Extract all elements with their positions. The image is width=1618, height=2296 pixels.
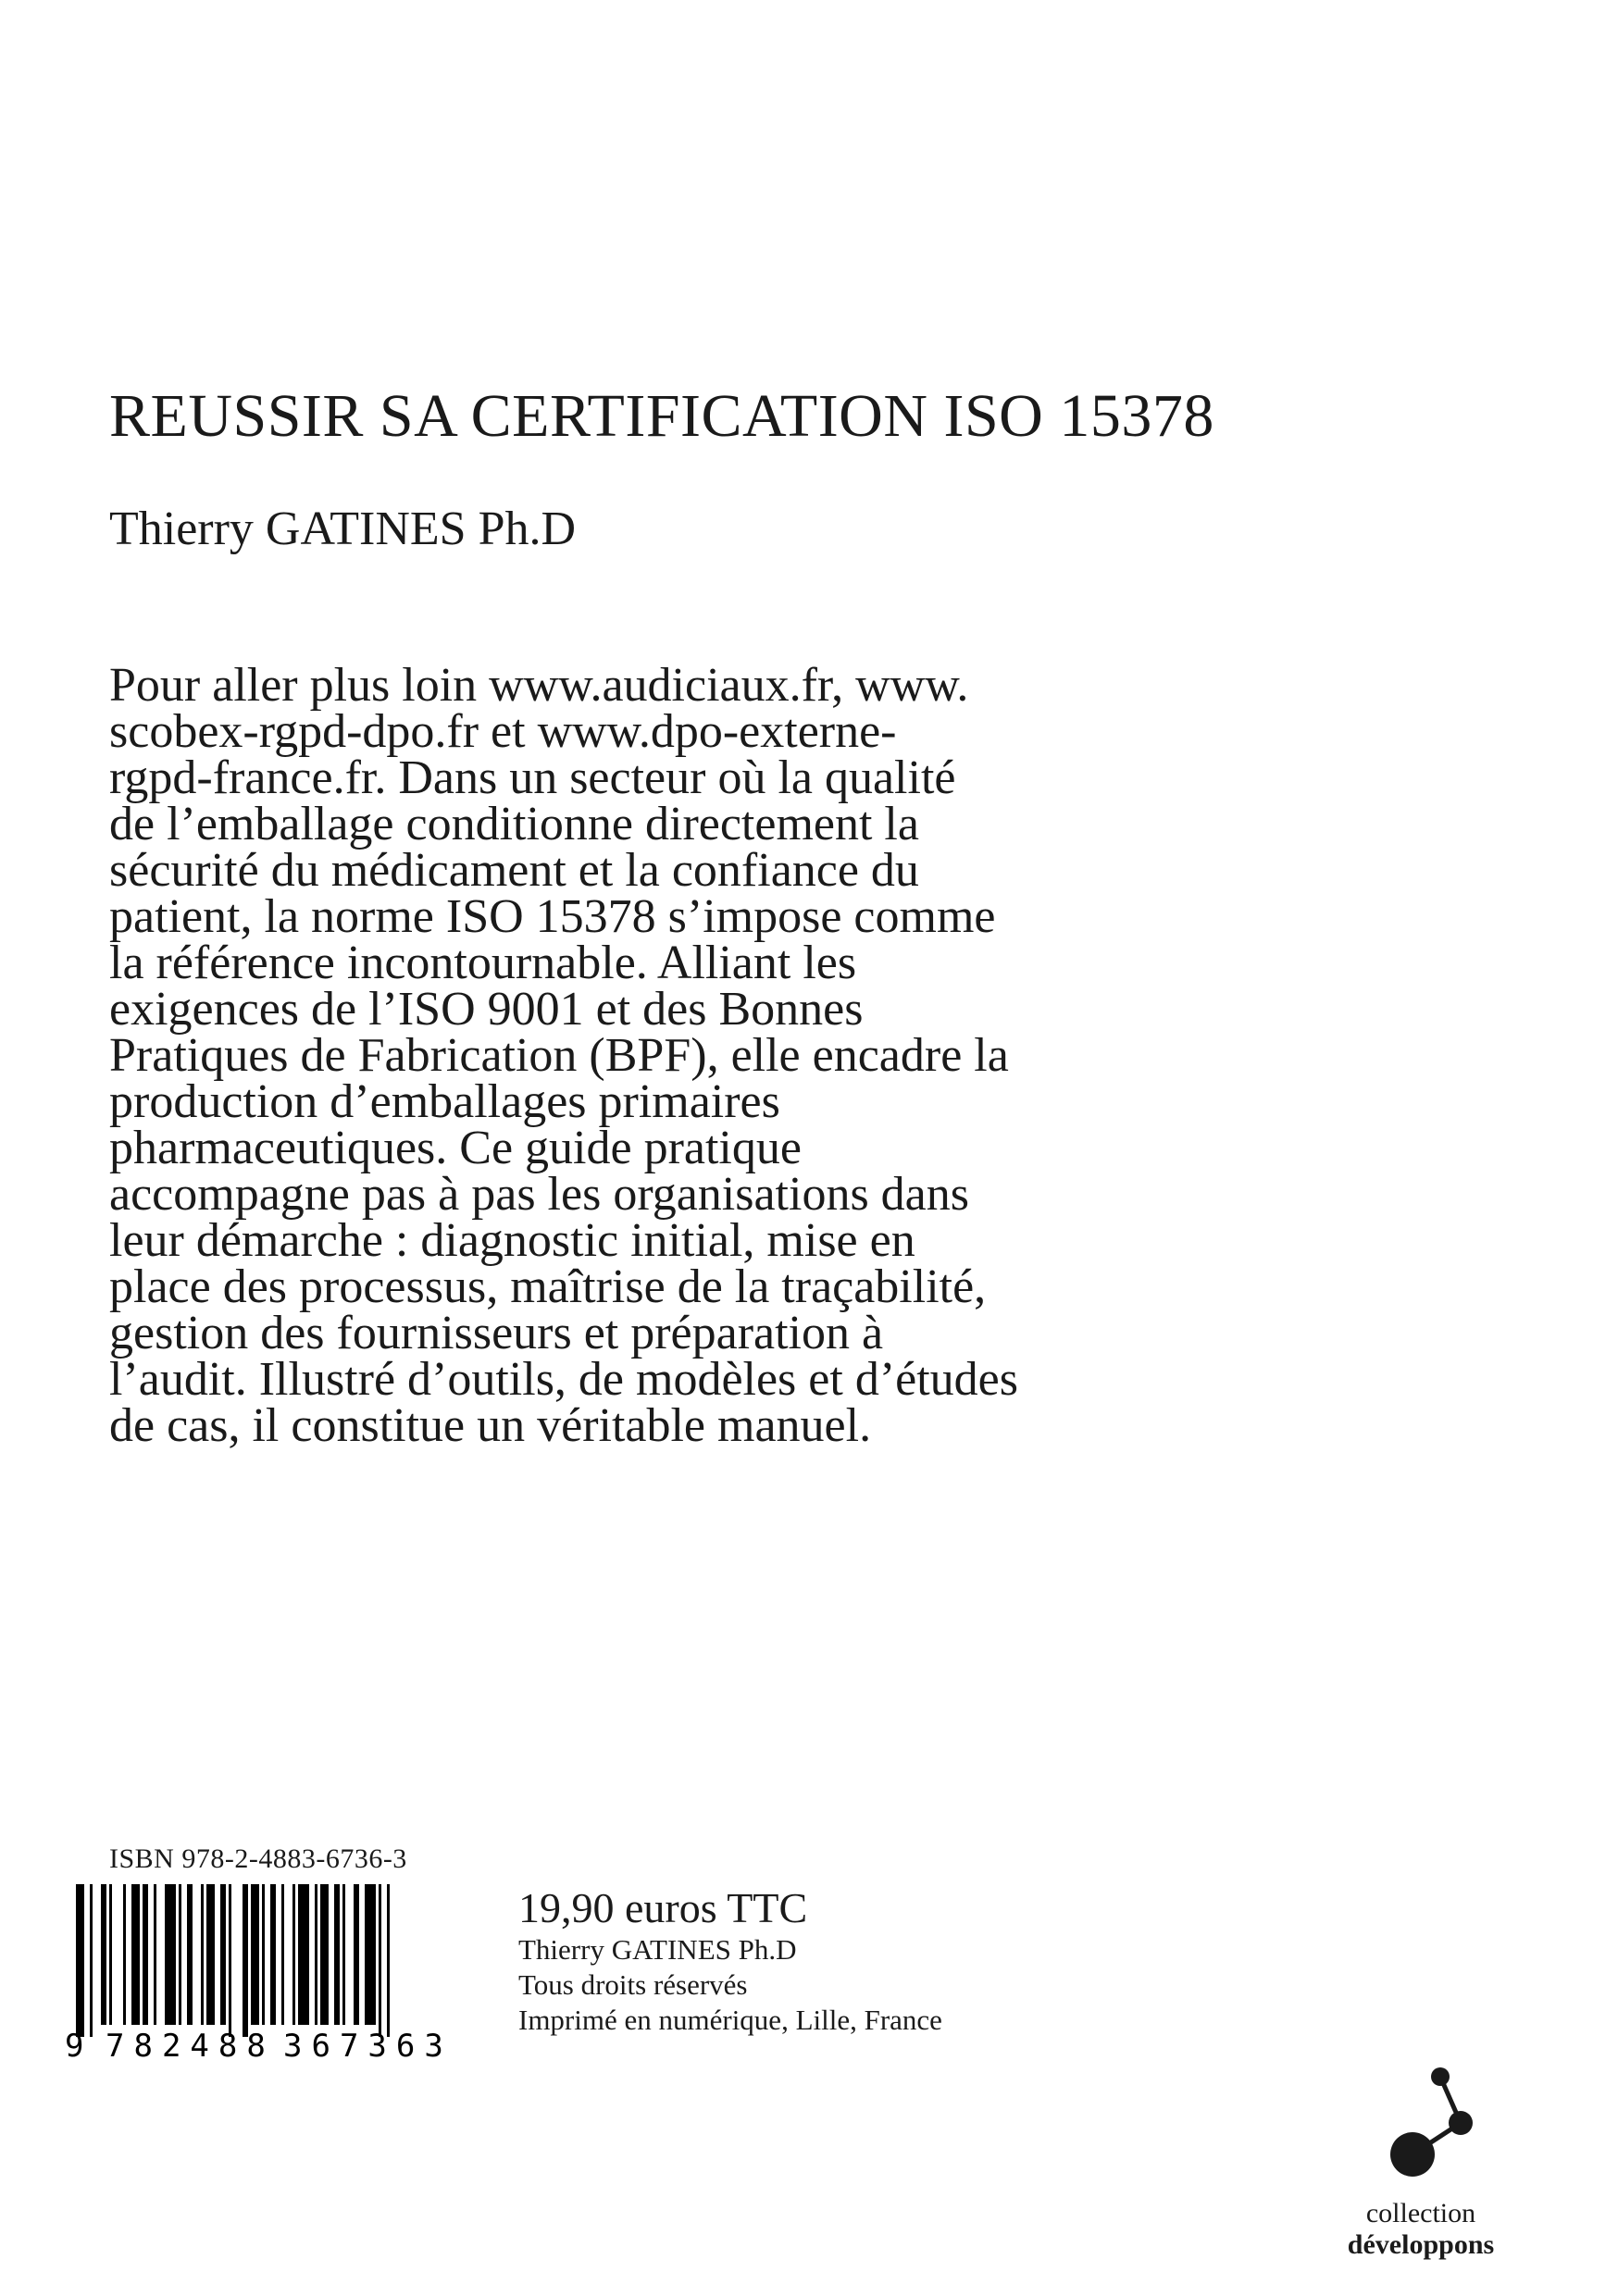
blurb-line: scobex-rgpd-dpo.fr et www.dpo-externe- [109, 705, 897, 758]
imprint-block [518, 1884, 942, 2038]
barcode-bar [315, 1884, 317, 2025]
barcode-bar [123, 1884, 126, 2025]
barcode-bar [143, 1884, 148, 2025]
price: 19,90 euros TTC [518, 1884, 808, 1931]
blurb-line: pharmaceutiques. Ce guide pratique [109, 1122, 802, 1174]
barcode-bar [379, 1884, 381, 2037]
barcode-bar [229, 1884, 231, 2037]
isbn-barcode [65, 1884, 463, 2060]
barcode-bar [354, 1884, 359, 2025]
barcode-bar [281, 1884, 284, 2025]
barcode-bar [251, 1884, 259, 2025]
barcode-bar [131, 1884, 140, 2025]
barcode-bars [76, 1884, 390, 2037]
book-author: Thierry GATINES Ph.D [109, 503, 577, 555]
blurb-line: leur démarche : diagnostic initial, mise en [109, 1214, 915, 1267]
blurb-line: l’audit. Illustré d’outils, de modèles et d’études [109, 1353, 1018, 1406]
barcode-bar [342, 1884, 345, 2025]
blurb-line: sécurité du médicament et la confiance du [109, 844, 919, 897]
collection-name [1314, 2198, 1527, 2261]
barcode-bar [298, 1884, 309, 2025]
back-cover-blurb [109, 659, 1248, 1452]
barcode-first-digit: 9 [65, 2028, 84, 2060]
barcode-bar [76, 1884, 84, 2037]
barcode-bar [109, 1884, 112, 2025]
barcode-bar [387, 1884, 390, 2037]
collection-title: développons [1347, 2229, 1495, 2260]
barcode-bar [262, 1884, 265, 2025]
isbn-label: ISBN 978-2-4883-6736-3 [109, 1843, 407, 1874]
barcode-bar [187, 1884, 193, 2025]
barcode-bar [365, 1884, 376, 2025]
collection-logo-icon [1379, 2054, 1509, 2193]
book-title: REUSSIR SA CERTIFICATION ISO 15378 [109, 382, 1214, 450]
barcode-bar [220, 1884, 226, 2025]
barcode-bar [334, 1884, 340, 2025]
blurb-line: gestion des fournisseurs et préparation à [109, 1307, 884, 1359]
barcode-right-digits: 367363 [283, 2028, 453, 2060]
blurb-line: de cas, il constitue un véritable manuel. [109, 1399, 872, 1452]
blurb-line: place des processus, maîtrise de la traçabilité, [109, 1260, 987, 1313]
barcode-bar [206, 1884, 215, 2025]
blurb-line: patient, la norme ISO 15378 s’impose comme [109, 890, 996, 943]
barcode-bar [270, 1884, 276, 2025]
printing-notice: Imprimé en numérique, Lille, France [518, 2004, 942, 2036]
rights-notice: Tous droits réservés [518, 1968, 748, 2001]
barcode-bar [165, 1884, 176, 2025]
imprint-author: Thierry GATINES Ph.D [518, 1933, 797, 1966]
collection-label: collection [1365, 2198, 1476, 2228]
barcode-bar [320, 1884, 329, 2025]
barcode-bar [179, 1884, 181, 2025]
barcode-bar [101, 1884, 106, 2025]
barcode-left-digits: 782488 [106, 2028, 275, 2060]
barcode-bar [201, 1884, 204, 2025]
blurb-line: production d’emballages primaires [109, 1075, 780, 1128]
blurb-line: de l’emballage conditionne directement la [109, 798, 919, 850]
blurb-line: accompagne pas à pas les organisations dans [109, 1168, 969, 1221]
barcode-bar [154, 1884, 156, 2025]
blurb-line: rgpd-france.fr. Dans un secteur où la qualité [109, 751, 956, 804]
blurb-line: exigences de l’ISO 9001 et des Bonnes [109, 983, 864, 1036]
barcode-bar [90, 1884, 93, 2037]
blurb-line: la référence incontournable. Alliant les [109, 937, 857, 989]
blurb-line: Pratiques de Fabrication (BPF), elle encadre la [109, 1029, 1009, 1082]
barcode-bar [243, 1884, 248, 2037]
barcode-bar [292, 1884, 295, 2025]
blurb-line: Pour aller plus loin www.audiciaux.fr, www. [109, 659, 969, 712]
